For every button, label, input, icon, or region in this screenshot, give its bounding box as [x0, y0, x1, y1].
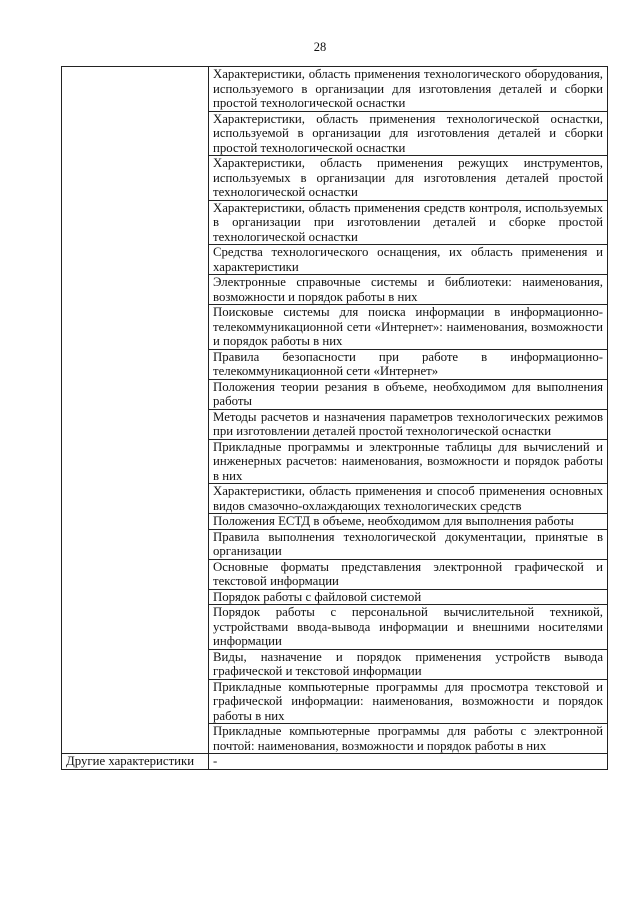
table-cell-item: Прикладные программы и электронные таблицы для вычислений и инженерных расчетов: наименования, возможности и порядок работы в них — [209, 439, 608, 484]
table-cell-item: Порядок работы с файловой системой — [209, 589, 608, 605]
table-cell-item: Положения теории резания в объеме, необходимом для выполнения работы — [209, 379, 608, 409]
other-characteristics-label: Другие характеристики — [62, 754, 209, 770]
table-row — [62, 67, 608, 112]
table-cell-item: Прикладные компьютерные программы для работы с электронной почтой: наименования, возможности и порядок работы в них — [209, 724, 608, 754]
table-cell-item: Методы расчетов и назначения параметров технологических режимов при изготовлении деталей простой технологической оснастки — [209, 409, 608, 439]
table-cell-item: Поисковые системы для поиска информации в информационно-телекоммуникационной сети «Интернет»: наименования, возможности и порядок работы в них — [209, 305, 608, 350]
table-cell-item: Положения ЕСТД в объеме, необходимом для выполнения работы — [209, 514, 608, 530]
table-cell-item: Правила безопасности при работе в информационно-телекоммуникационной сети «Интернет» — [209, 349, 608, 379]
table-cell-item: Прикладные компьютерные программы для просмотра текстовой и графической информации: наименования, возможности и порядок работы в них — [209, 679, 608, 724]
page-number: 28 — [313, 40, 327, 54]
requirements-table — [61, 66, 608, 770]
table-cell-item: Характеристики, область применения средств контроля, используемых в организации при изготовлении деталей и сборке простой технологической оснастки — [209, 200, 608, 245]
table-cell-item: Характеристики, область применения и способ применения основных видов смазочно-охлаждающих технологических средств — [209, 484, 608, 514]
table-cell-category — [62, 67, 209, 754]
table-cell-item: Порядок работы с персональной вычислительной техникой, устройствами ввода-вывода информации и внешними носителями информации — [209, 605, 608, 650]
other-characteristics-value: - — [209, 754, 608, 770]
table-cell-item: Характеристики, область применения режущих инструментов, используемых в организации для изготовления деталей простой технологической оснастки — [209, 156, 608, 201]
table-cell-item: Электронные справочные системы и библиотеки: наименования, возможности и порядок работы в них — [209, 275, 608, 305]
table-cell-item: Характеристики, область применения технологического оборудования, используемого в организации для изготовления деталей и сборки простой технологической оснастки — [209, 67, 608, 112]
table-row-other — [62, 754, 608, 770]
table-cell-item: Характеристики, область применения технологической оснастки, используемой в организации для изготовления деталей и сборки простой технологической оснастки — [209, 111, 608, 156]
table-cell-item: Средства технологического оснащения, их область применения и характеристики — [209, 245, 608, 275]
table-cell-item: Правила выполнения технологической документации, принятые в организации — [209, 529, 608, 559]
table-cell-item: Основные форматы представления электронной графической и текстовой информации — [209, 559, 608, 589]
table-cell-item: Виды, назначение и порядок применения устройств вывода графической и текстовой информации — [209, 649, 608, 679]
